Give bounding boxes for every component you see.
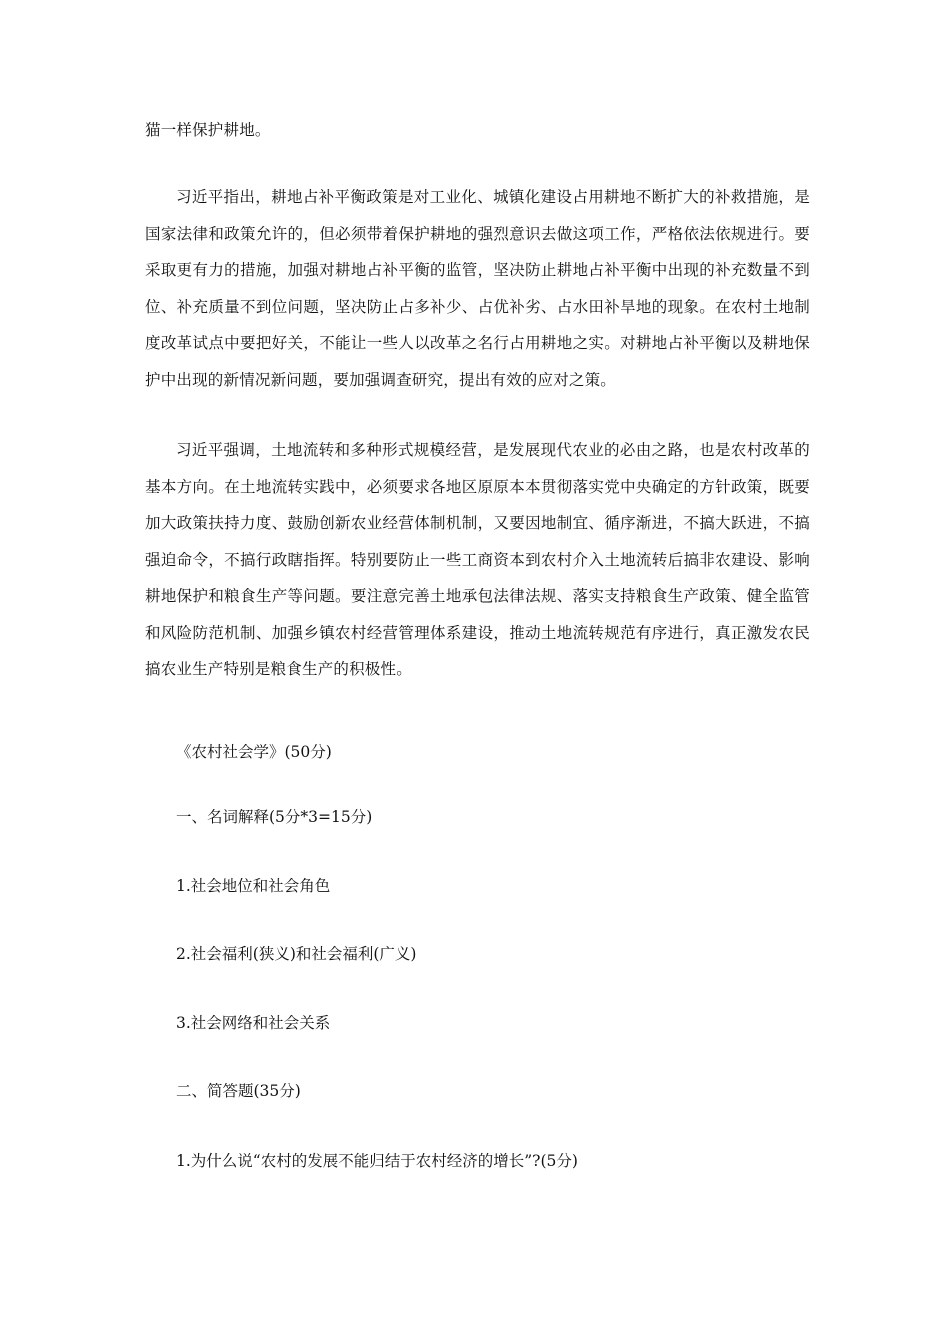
section2-item-1: 1.为什么说“农村的发展不能归结于农村经济的增长”?(5分) — [176, 1152, 578, 1170]
section1-item-1: 1.社会地位和社会角色 — [176, 877, 331, 895]
paragraph-land-balance: 习近平指出，耕地占补平衡政策是对工业化、城镇化建设占用耕地不断扩大的补救措施，是国家法律和政策允许的，但必须带着保护耕地的强烈意识去做这项工作，严格依法依规进行。要采取更有力的措施，加强对耕地占补平衡的监管，坚决防止耕地占补平衡中出现的补充数量不到位、补充质量不到位问题，坚决防止占多补少、占优补劣、占水田补旱地的现象。在农村土地制度改革试点中要把好关，不能让一些人以改革之名行占用耕地之实。对耕地占补平衡以及耕地保护中出现的新情况新问题，要加强调查研究，提出有效的应对之策。 — [145, 188, 810, 389]
exam-title: 《农村社会学》(50分) — [176, 743, 332, 761]
section2-title: 二、简答题(35分) — [176, 1082, 301, 1100]
section1-title: 一、名词解释(5分*3=15分) — [176, 808, 373, 826]
paragraph-land-transfer: 习近平强调，土地流转和多种形式规模经营，是发展现代农业的必由之路，也是农村改革的基本方向。在土地流转实践中，必须要求各地区原原本本贯彻落实党中央确定的方针政策，既要加大政策扶持力度、鼓励创新农业经营体制机制，又要因地制宜、循序渐进，不搞大跃进，不搞强迫命令，不搞行政瞎指挥。特别要防止一些工商资本到农村介入土地流转后搞非农建设、影响耕地保护和粮食生产等问题。要注意完善土地承包法律法规、落实支持粮食生产政策、健全监管和风险防范机制、加强乡镇农村经营管理体系建设，推动土地流转规范有序进行，真正激发农民搞农业生产特别是粮食生产的积极性。 — [145, 441, 810, 678]
section1-item-3: 3.社会网络和社会关系 — [176, 1014, 331, 1032]
continuation-text: 猫一样保护耕地。 — [145, 121, 271, 139]
section1-item-2: 2.社会福利(狭义)和社会福利(广义) — [176, 945, 417, 963]
